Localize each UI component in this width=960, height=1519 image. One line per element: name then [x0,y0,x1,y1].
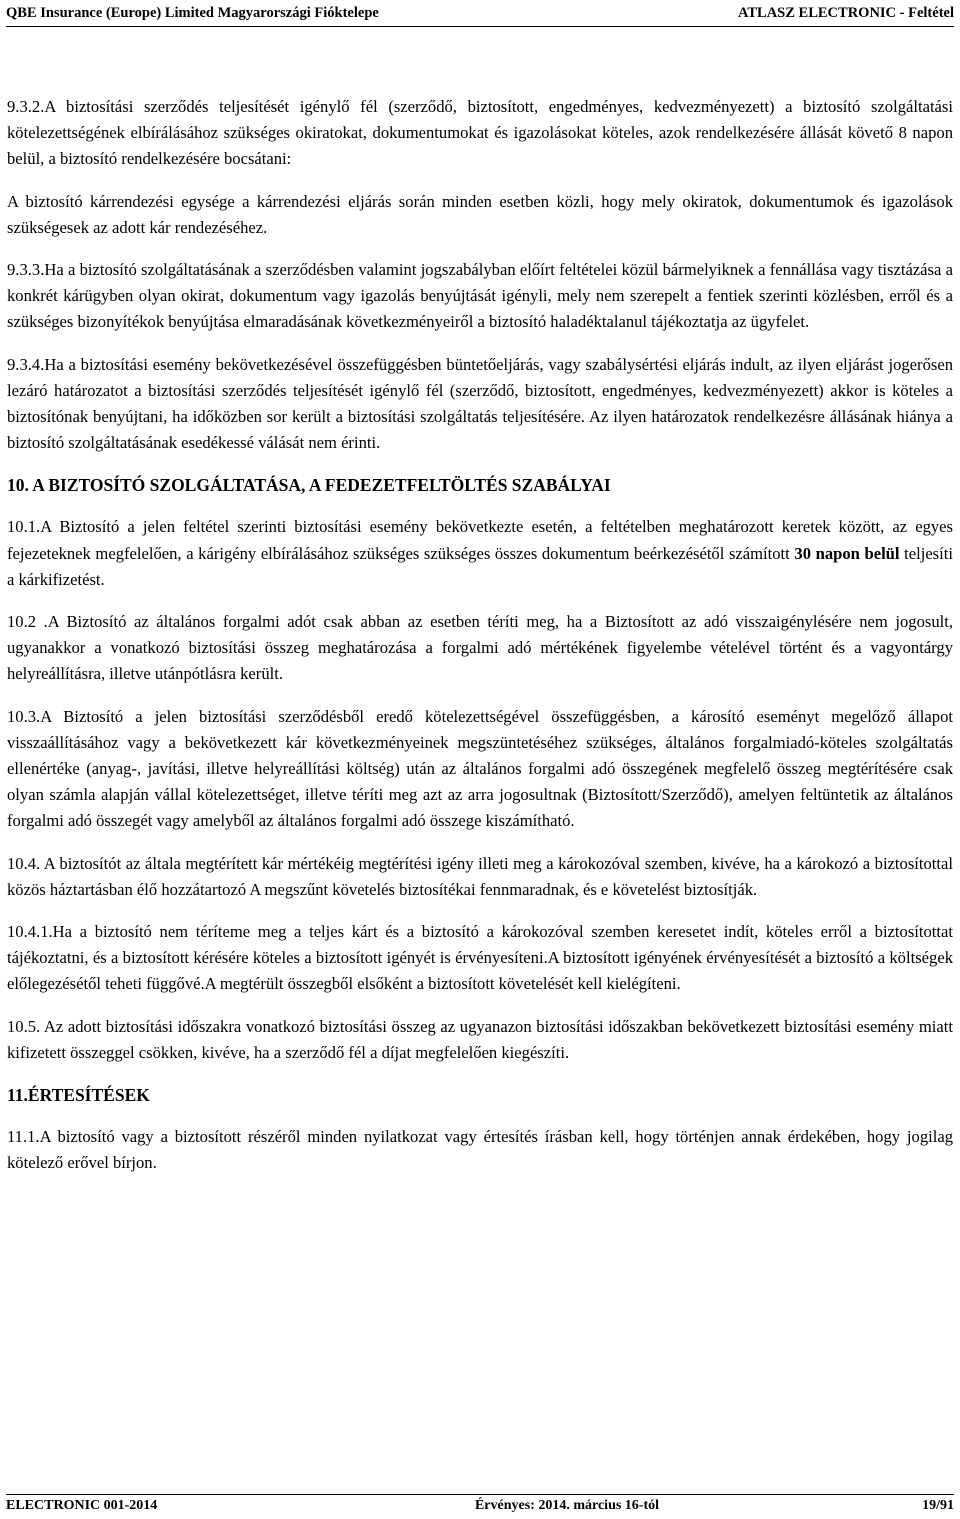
paragraph-10-3: 10.3.A Biztosító a jelen biztosítási szerződésből eredő kötelezettségével összefüggésben, a károsító eseményt megelőző állapot visszaállításához vagy a bekövetkezett kár következményeinek megszüntetéséhez szükséges, általános forgalmiadó-köteles szolgáltatás ellenértéke (anyag-, javítási, illetve helyreállítási költség) után az általános forgalmi adó összegének megfelelő összeg megtérítésére csak olyan számla alapján vállal kötelezettséget, illetve téríti meg azt az arra jogosultnak (Biztosított/Szerződő), amelyen feltüntetik az általános forgalmi adó összegét vagy amelyből az általános forgalmi adó összege kiszámítható. [7,706,953,831]
paragraph-10-2: 10.2 .A Biztosító az általános forgalmi adót csak abban az esetben téríti meg, ha a Biztosított az adó visszaigénylésére nem jogosult, ugyanakkor a vonatkozó biztosítási összeg meghatározása a forgalmi adó mértékének figyelembe vételével történt és a vagyontárgy helyreállításra, illetve utánpótlásra került. [7,612,953,684]
paragraph-11-1: 11.1.A biztosító vagy a biztosított részéről minden nyilatkozat vagy értesítés írásban kell, hogy történjen annak érdekében, hogy jogilag kötelező erővel bírjon. [7,1127,953,1173]
paragraph-10-5: 10.5. Az adott biztosítási időszakra vonatkozó biztosítási összeg az ugyanazon biztosítási időszakban bekövetkezett biztosítási esemény miatt kifizetett összeggel csökken, kivéve, ha a szerződő fél a díjat megfelelően kiegészíti. [7,1016,953,1062]
document-body [7,94,953,1193]
header-company: QBE Insurance (Europe) Limited Magyarországi Fióktelepe [6,4,379,21]
paragraph-10-1-text-b: teljesíti a kárkifizetést. [7,543,953,589]
footer-validity: Érvényes: 2014. március 16-tól [474,1498,660,1513]
paragraph-10-4: 10.4. A biztosítót az általa megtérített kár mértékéig megtérítési igény illeti meg a károkozóval szemben, kivéve, ha a károkozó a biztosítottal közös háztartásban élő hozzátartozó A megszűnt követelés biztosítékai fennmaradnak, és e követelést biztosítják. [7,853,953,899]
footer-document-code: ELECTRONIC 001-2014 [6,1498,158,1513]
paragraph-10-1-deadline: 30 napon belül [794,543,900,563]
section-heading-11: 11.ÉRTESÍTÉSEK [7,1085,150,1106]
page-footer [6,1494,954,1517]
paragraph-10-4-1: 10.4.1.Ha a biztosító nem téríteme meg a teljes kárt és a biztosító a károkozóval szemben keresetet indít, köteles erről a biztosítottat tájékoztatni, és a biztosított kérésére köteles a biztosított igényét is érvényesíteni.A biztosított igényének érvényesítését a biztosító a költségek előlegezésétől teheti függővé.A megtérült összegből elsőként a biztosított követelését kell kielégíteni. [7,922,953,994]
header-document-title: ATLASZ ELECTRONIC - Feltétel [737,4,954,21]
footer-page-number: 19/91 [922,1498,954,1513]
paragraph-9-3-3: 9.3.3.Ha a biztosító szolgáltatásának a szerződésben valamint jogszabályban előírt feltételei közül bármelyiknek a fennállása vagy tisztázása a konkrét kárügyben olyan okirat, dokumentum vagy igazolás benyújtását igényli, mely nem szerepelt a fentiek szerinti közlésben, erről és a szükséges bizonyítékok benyújtása elmaradásának következményeiről a biztosító haladéktalanul tájékoztatja az ügyfelet. [7,260,953,332]
section-heading-10: 10. A BIZTOSÍTÓ SZOLGÁLTATÁSA, A FEDEZETFELTÖLTÉS SZABÁLYAI [7,475,611,496]
paragraph-9-3-2: 9.3.2.A biztosítási szerződés teljesítését igénylő fél (szerződő, biztosított, engedményes, kedvezményezett) a biztosító szolgáltatási kötelezettségének elbírálásához szükséges okiratokat, dokumentumokat és igazolásokat köteles, azok rendelkezésére állását követő 8 napon belül, a biztosító rendelkezésére bocsátani: [7,97,953,169]
page-header [6,0,954,27]
paragraph-10-1-text-a: 10.1.A Biztosító a jelen feltétel szerinti biztosítási esemény bekövetkezte esetén, a feltételben meghatározott keretek között, az egyes fejezeteknek megfelelően, a kárigény elbírálásához szükséges szükséges összes dokumentum beérkezésétől számított [7,517,953,563]
paragraph-karrendezes: A biztosító kárrendezési egysége a kárrendezési eljárás során minden esetben közli, hogy mely okiratok, dokumentumok és igazolások szükségesek az adott kár rendezéséhez. [7,191,953,237]
paragraph-10-1 [7,514,953,593]
paragraph-9-3-4: 9.3.4.Ha a biztosítási esemény bekövetkezésével összefüggésben büntetőeljárás, vagy szabálysértési eljárás indult, az ilyen eljárást jogerősen lezáró határozatot a biztosítási szerződés teljesítését igénylő fél (szerződő, biztosított, engedményes, kedvezményezett) akkor is köteles a biztosítónak benyújtani, ha időközben sor került a biztosítási szolgáltatás teljesítésére. Az ilyen határozatok rendelkezésre állásának hiánya a biztosító szolgáltatásának esedékessé válását nem érinti. [7,354,953,453]
